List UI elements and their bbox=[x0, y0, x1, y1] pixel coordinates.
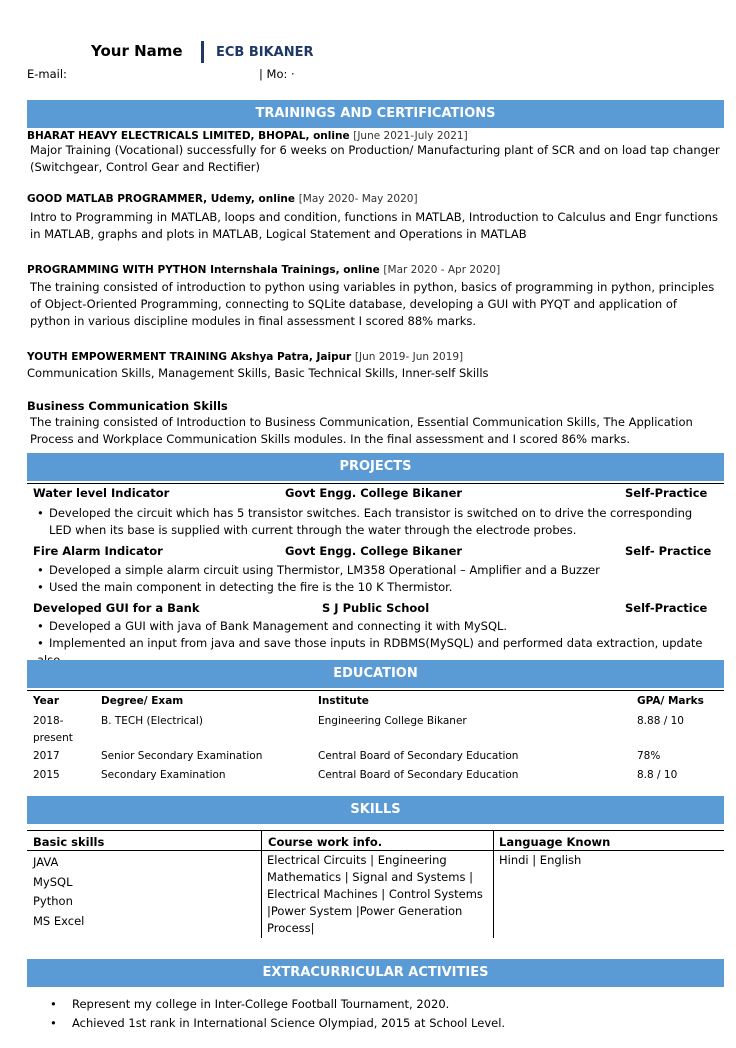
training-date: [June 2021-July 2021] bbox=[353, 130, 468, 142]
training-date: [May 2020- May 2020] bbox=[298, 193, 418, 205]
project-institute: Govt Engg. College Bikaner bbox=[285, 486, 463, 500]
skills-course-header: Course work info. bbox=[268, 835, 383, 849]
project-bullet: • Developed a simple alarm circuit using Thermistor, LM358 Operational – Amplifier and a Buzzer bbox=[37, 563, 600, 577]
divider bbox=[27, 850, 724, 851]
college-name: ECB BIKANER bbox=[216, 45, 314, 60]
edu-institute: Central Board of Secondary Education bbox=[318, 750, 519, 762]
training-entry bbox=[27, 398, 727, 415]
mobile-label: | Mo: · bbox=[259, 67, 295, 81]
section-activities-header: EXTRACURRICULAR ACTIVITIES bbox=[27, 959, 724, 987]
email-label: E-mail: bbox=[27, 67, 67, 81]
edu-degree: B. TECH (Electrical) bbox=[101, 715, 203, 727]
bullet-icon: • bbox=[37, 506, 44, 520]
course-line: Electrical Machines | Control Systems bbox=[267, 887, 483, 901]
training-description: Major Training (Vocational) successfully for 6 weeks on Production/ Manufacturing plant of SCR and on load tap changer (Switchgear, Control Gear and Rectifier) bbox=[30, 143, 720, 174]
project-type: Self-Practice bbox=[625, 601, 708, 615]
skill-item: MySQL bbox=[33, 875, 73, 889]
edu-institute: Central Board of Secondary Education bbox=[318, 769, 519, 781]
edu-header-year: Year bbox=[33, 695, 60, 707]
edu-degree: Secondary Examination bbox=[101, 769, 226, 781]
activity-item: • Represent my college in Inter-College Football Tournament, 2020. bbox=[50, 997, 450, 1011]
training-org: GOOD MATLAB PROGRAMMER, Udemy, online bbox=[27, 193, 296, 205]
project-type: Self- Practice bbox=[625, 544, 712, 558]
section-trainings-header: TRAININGS AND CERTIFICATIONS bbox=[27, 100, 724, 128]
training-org: YOUTH EMPOWERMENT TRAINING Akshya Patra, Jaipur bbox=[27, 351, 352, 363]
edu-institute: Engineering College Bikaner bbox=[318, 715, 467, 727]
course-line: Process| bbox=[267, 921, 315, 935]
skill-item: MS Excel bbox=[33, 914, 85, 928]
training-org: Business Communication Skills bbox=[27, 399, 228, 413]
candidate-name: Your Name bbox=[91, 42, 183, 60]
edu-gpa: 8.88 / 10 bbox=[637, 715, 684, 727]
bullet-icon: • bbox=[37, 563, 44, 577]
edu-year: 2015 bbox=[33, 769, 60, 781]
bullet-icon: • bbox=[37, 636, 44, 650]
project-bullet: • Developed a GUI with java of Bank Management and connecting it with MySQL. bbox=[37, 619, 508, 633]
bullet-icon: • bbox=[37, 580, 44, 594]
project-bullet: • Developed the circuit which has 5 transistor switches. Each transistor is switched on to drive the corresponding LED when its base is supplied with current through the water through the electrode probes. bbox=[37, 506, 693, 537]
skill-item: JAVA bbox=[33, 855, 59, 869]
language-list: Hindi | English bbox=[499, 853, 582, 867]
project-type: Self-Practice bbox=[625, 486, 708, 500]
edu-gpa: 78% bbox=[637, 750, 661, 762]
project-institute: S J Public School bbox=[322, 601, 430, 615]
column-divider bbox=[261, 830, 262, 938]
course-line: Electrical Circuits | Engineering bbox=[267, 853, 447, 867]
edu-gpa: 8.8 / 10 bbox=[637, 769, 678, 781]
divider bbox=[27, 483, 724, 484]
project-bullet: • Implemented an input from java and save those inputs in RDBMS(MySQL) and performed data extraction, update bbox=[37, 636, 703, 650]
bullet-icon: • bbox=[50, 1016, 57, 1030]
training-description: The training consisted of introduction to python using variables in python, basics of programming in python, principles of Object-Oriented Programming, connecting to SQLite database, developing a GUI with PYQT and application of python in various discipline modules in final assessment I scored 88% marks. bbox=[30, 280, 715, 328]
training-org: PROGRAMMING WITH PYTHON Internshala Trainings, online bbox=[27, 264, 380, 276]
edu-header-institute: Institute bbox=[318, 695, 369, 707]
edu-degree: Senior Secondary Examination bbox=[101, 750, 263, 762]
course-line: |Power System |Power Generation bbox=[267, 904, 463, 918]
training-entry bbox=[27, 348, 727, 366]
section-projects-header: PROJECTS bbox=[27, 453, 724, 481]
skills-basic-header: Basic skills bbox=[33, 835, 105, 849]
edu-year: 2018- present bbox=[33, 715, 73, 744]
project-title: Fire Alarm Indicator bbox=[33, 544, 163, 558]
header-divider bbox=[201, 41, 204, 63]
training-description: Intro to Programming in MATLAB, loops and condition, functions in MATLAB, Introduction to Calculus and Engr functions in MATLAB, graphs and plots in MATLAB, Logical Statement and Operations in MATLAB bbox=[30, 210, 718, 241]
training-date: [Jun 2019- Jun 2019] bbox=[354, 351, 464, 363]
divider bbox=[27, 690, 724, 691]
edu-year: 2017 bbox=[33, 750, 60, 762]
training-date: [Mar 2020 - Apr 2020] bbox=[383, 264, 501, 276]
skill-item: Python bbox=[33, 894, 73, 908]
training-org: BHARAT HEAVY ELECTRICALS LIMITED, BHOPAL, online bbox=[27, 130, 350, 142]
training-entry bbox=[27, 190, 727, 208]
skills-language-header: Language Known bbox=[499, 835, 611, 849]
course-line: Mathematics | Signal and Systems | bbox=[267, 870, 473, 884]
project-title: Developed GUI for a Bank bbox=[33, 601, 200, 615]
section-education-header: EDUCATION bbox=[27, 660, 724, 688]
edu-header-gpa: GPA/ Marks bbox=[637, 695, 704, 707]
divider bbox=[27, 830, 724, 831]
project-institute: Govt Engg. College Bikaner bbox=[285, 544, 463, 558]
project-bullet: • Used the main component in detecting the fire is the 10 K Thermistor. bbox=[37, 580, 453, 594]
section-skills-header: SKILLS bbox=[27, 796, 724, 824]
activity-item: • Achieved 1st rank in International Science Olympiad, 2015 at School Level. bbox=[50, 1016, 506, 1030]
column-divider bbox=[493, 830, 494, 938]
training-description: The training consisted of Introduction to Business Communication, Essential Communication Skills, The Application Process and Workplace Communication Skills modules. In the final assessment and I scored 86% marks. bbox=[30, 415, 693, 446]
bullet-icon: • bbox=[50, 997, 57, 1011]
bullet-icon: • bbox=[37, 619, 44, 633]
edu-header-degree: Degree/ Exam bbox=[101, 695, 184, 707]
project-title: Water level Indicator bbox=[33, 486, 170, 500]
training-description: Communication Skills, Management Skills, Basic Technical Skills, Inner-self Skills bbox=[27, 366, 489, 380]
training-entry bbox=[27, 261, 727, 279]
